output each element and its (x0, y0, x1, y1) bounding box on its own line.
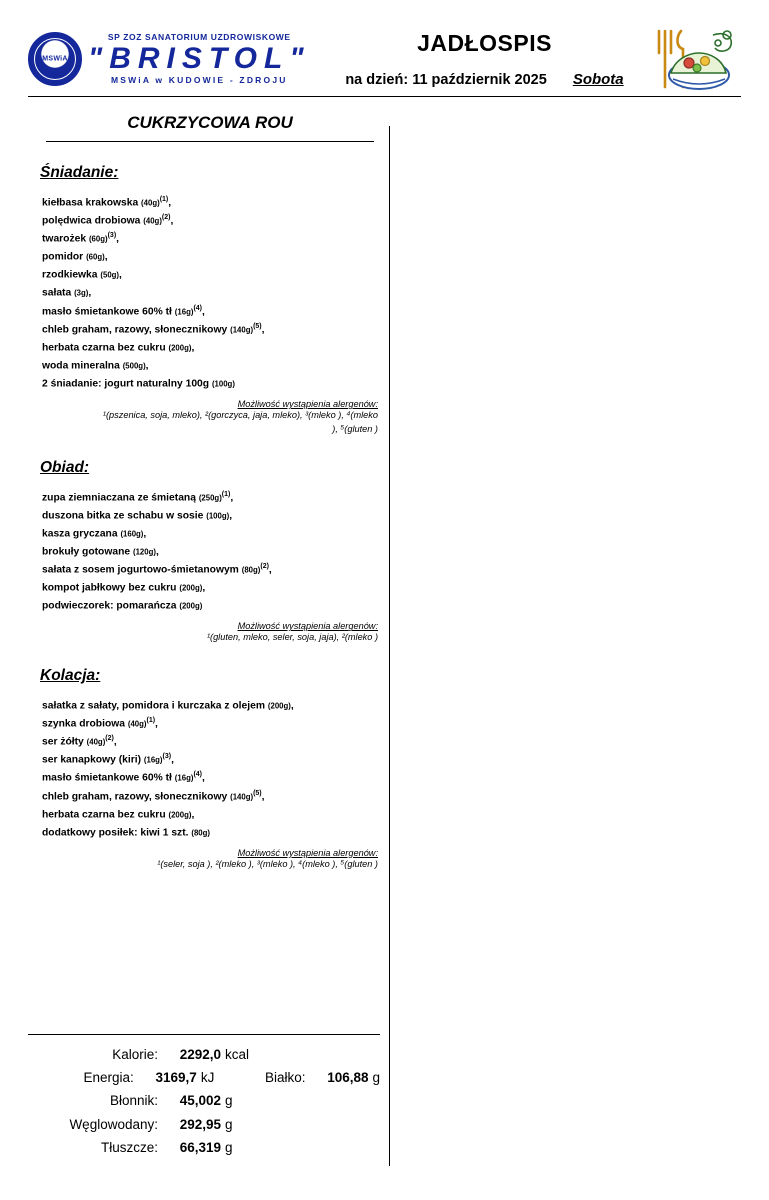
item-name: brokuły gotowane (42, 546, 131, 558)
meal-title: Kolacja: (40, 667, 101, 685)
item-gram: (100g) (206, 511, 230, 521)
list-item (42, 321, 380, 339)
summary-label: Tłuszcze: (100, 1139, 158, 1155)
item-name: sałatka z sałaty, pomidora i kurczaka z olejem (42, 700, 266, 712)
meal-items (42, 697, 380, 842)
item-gram: (60g) (86, 252, 105, 262)
item-name: masło śmietankowe 60% tł (42, 772, 172, 784)
list-item (42, 579, 380, 597)
item-gram: (200g) (179, 601, 203, 611)
item-name: herbata czarna bez cukru (42, 342, 166, 354)
item-comma: , (268, 564, 272, 576)
item-name: rzodkiewka (42, 269, 98, 281)
item-gram: (200g) (267, 701, 291, 711)
page-title: JADŁOSPIS (417, 29, 552, 56)
logo-text-block (88, 33, 311, 85)
item-name: duszona bitka ze schabu w sosie (42, 510, 204, 522)
summary-label: Węglowodany: (69, 1116, 158, 1132)
item-gram: (80g) (241, 565, 261, 575)
item-comma: , (88, 287, 92, 299)
item-name: woda mineralna (42, 360, 120, 372)
item-gram: (100g) (211, 379, 235, 389)
summary-label: Kalorie: (112, 1047, 158, 1062)
item-comma: , (202, 772, 205, 784)
list-item (42, 212, 380, 230)
allergen-line: ), ⁵(gluten ) (332, 423, 378, 434)
list-item (42, 751, 380, 769)
item-gram: (40g) (141, 198, 160, 208)
item-sup: (1) (221, 490, 231, 498)
item-comma: , (229, 510, 233, 522)
summary-value: 66,319 (179, 1139, 221, 1155)
list-item (42, 357, 380, 375)
meal-title: Obiad: (40, 458, 90, 476)
list-item (42, 597, 380, 615)
item-gram: (40g) (86, 737, 106, 747)
allergen-line: ¹(seler, soja ), ²(mleko ), ³(mleko ), ⁴(mleko ), ⁵(gluten ) (157, 858, 378, 869)
list-item (42, 543, 380, 561)
summary-value: 3169,7 (155, 1070, 197, 1086)
item-gram: (120g) (132, 547, 156, 557)
item-name: ser kanapkowy (kiri) (42, 754, 142, 766)
item-gram: (16g) (174, 773, 194, 783)
allergen-heading: Możliwość wystąpienia alergenów: (237, 847, 378, 858)
summary-value: 292,95 (179, 1116, 221, 1132)
item-comma: , (261, 324, 265, 336)
item-gram: (16g) (143, 755, 163, 765)
summary-unit: g (225, 1116, 233, 1132)
item-gram: (140g) (230, 325, 254, 335)
item-gram: (40g) (127, 719, 147, 729)
meal-title: Śniadanie: (40, 164, 119, 181)
list-item (42, 715, 380, 733)
summary-label: Błonnik: (109, 1093, 158, 1109)
meal-items (42, 489, 380, 616)
item-gram: (500g) (122, 361, 146, 371)
item-name: kompot jabłkowy bez cukru (42, 582, 177, 594)
summary-value: 2292,0 (179, 1047, 221, 1062)
item-name: masło śmietankowe 60% tł (42, 305, 172, 317)
summary-row-energia (28, 1066, 380, 1089)
item-name: polędwica drobiowa (42, 215, 141, 227)
item-sup: (5) (253, 789, 262, 797)
summary-label: Energia: (83, 1070, 134, 1086)
item-comma: , (104, 251, 108, 263)
item-name: twarożek (42, 233, 87, 245)
item-comma: , (191, 342, 195, 354)
logo-name: "BRISTOL" (88, 41, 311, 75)
page-header (28, 0, 741, 92)
summary-unit: g (372, 1070, 380, 1086)
item-sup: (2) (105, 735, 114, 743)
summary-row-blonnik (28, 1089, 380, 1112)
item-name: 2 śniadanie: jogurt naturalny 100g (42, 378, 210, 390)
item-name: zupa ziemniaczana ze śmietaną (42, 492, 196, 504)
item-gram: (200g) (179, 583, 203, 593)
item-gram: (60g) (88, 234, 108, 244)
summary-unit: kJ (200, 1070, 215, 1086)
item-name: podwieczorek: pomarańcza (42, 600, 177, 612)
list-item (42, 284, 380, 302)
summary-value: 45,002 (179, 1093, 221, 1109)
item-name: dodatkowy posiłek: kiwi 1 szt. (42, 827, 189, 839)
meal-items (42, 194, 380, 393)
item-sup: (1) (146, 717, 156, 725)
item-gram: (200g) (168, 810, 192, 820)
item-gram: (80g) (191, 828, 210, 838)
allergen-line: ¹(gluten, mleko, seler, soja, jaja), ²(mleko ) (206, 632, 378, 643)
summary-row-tluszcze (28, 1136, 380, 1159)
item-comma: , (145, 360, 149, 372)
item-sup: (2) (260, 563, 269, 570)
item-gram: (200g) (168, 343, 192, 353)
date-row (345, 71, 623, 88)
item-gram: (160g) (120, 529, 144, 539)
mswia-seal-icon (28, 32, 82, 86)
item-name: sałata z sosem jogurtowo-śmietanowym (42, 564, 239, 576)
logo-line-top: SP ZOZ SANATORIUM UZDROWISKOWE (107, 32, 291, 43)
item-name: pomidor (42, 251, 84, 263)
item-comma: , (155, 546, 159, 558)
list-item (42, 561, 380, 579)
summary-label: Białko: (264, 1070, 306, 1086)
item-gram: (250g) (198, 493, 222, 503)
item-name: kasza gryczana (42, 528, 118, 540)
item-sup: (4) (193, 771, 202, 779)
item-gram: (3g) (74, 288, 89, 298)
item-sup: (3) (162, 753, 172, 761)
column-divider (389, 126, 390, 1166)
item-gram: (140g) (230, 791, 254, 801)
item-gram: (50g) (100, 270, 120, 280)
item-comma: , (116, 233, 120, 245)
item-comma: , (119, 269, 122, 281)
item-sup: (3) (107, 232, 117, 240)
meal-section-dinner (28, 667, 380, 872)
list-item (42, 194, 380, 212)
summary-value: 106,88 (327, 1070, 369, 1086)
item-comma: , (202, 582, 206, 594)
item-name: herbata czarna bez cukru (42, 809, 166, 821)
header-center (328, 30, 641, 89)
item-name: ser żółty (42, 736, 84, 748)
list-item (42, 769, 380, 787)
menu-left-column (28, 107, 380, 872)
menu-columns (28, 97, 741, 872)
meal-section-lunch (28, 459, 380, 645)
list-item (42, 266, 380, 284)
logo-line-bottom: MSWiA w KUDOWIE - ZDROJU (110, 75, 288, 86)
summary-row-kalorie (28, 1043, 380, 1066)
list-item (42, 824, 380, 842)
item-comma: , (202, 305, 205, 317)
meal-section-breakfast (28, 164, 380, 437)
item-name: szynka drobiowa (42, 718, 125, 730)
sanatorium-logo (28, 32, 328, 86)
item-comma: , (113, 736, 117, 748)
list-item (42, 697, 380, 715)
item-comma: , (168, 197, 172, 209)
summary-unit: g (225, 1093, 233, 1109)
item-comma: , (170, 215, 174, 227)
list-item (42, 248, 380, 266)
weekday-label: Sobota (572, 70, 624, 88)
item-sup: (4) (193, 304, 202, 312)
list-item (42, 303, 380, 321)
item-name: chleb graham, razowy, słonecznikowy (42, 324, 228, 336)
allergen-heading: Możliwość wystąpienia alergenów: (237, 621, 378, 632)
list-item (42, 788, 380, 806)
menu-right-column (380, 107, 741, 872)
item-comma: , (290, 700, 294, 712)
summary-unit: kcal (225, 1047, 250, 1062)
list-item (42, 489, 380, 507)
item-comma: , (171, 754, 174, 766)
item-comma: , (191, 809, 195, 821)
date-label: na dzień: 11 październik 2025 (345, 71, 547, 88)
list-item (42, 525, 380, 543)
item-comma: , (261, 790, 265, 802)
list-item (42, 507, 380, 525)
nutrition-summary (28, 1034, 380, 1159)
list-item (42, 339, 380, 357)
item-sup: (2) (161, 214, 171, 222)
item-comma: , (143, 528, 147, 540)
seal-label: MSWiA (42, 55, 68, 63)
item-comma: , (155, 718, 158, 730)
summary-unit: g (225, 1139, 233, 1155)
item-name: chleb graham, razowy, słonecznikowy (42, 790, 228, 802)
list-item (42, 375, 380, 393)
item-sup: (1) (159, 196, 169, 203)
food-illustration-icon (641, 22, 741, 96)
list-item (42, 230, 380, 248)
list-item (42, 806, 380, 824)
summary-row-weglowodany (28, 1113, 380, 1136)
item-name: sałata (42, 287, 72, 299)
item-name: kiełbasa krakowska (42, 197, 139, 209)
item-gram: (16g) (174, 306, 194, 316)
item-sup: (5) (253, 322, 262, 330)
allergen-line: ¹(pszenica, soja, mleko), ²(gorczyca, jaja, mleko), ³(mleko ), ⁴(mleko (102, 410, 378, 421)
allergen-heading: Możliwość wystąpienia alergenów: (237, 399, 378, 410)
item-comma: , (230, 492, 234, 504)
diet-name: CUKRZYCOWA ROU (46, 107, 374, 142)
item-gram: (40g) (143, 216, 162, 226)
list-item (42, 733, 380, 751)
